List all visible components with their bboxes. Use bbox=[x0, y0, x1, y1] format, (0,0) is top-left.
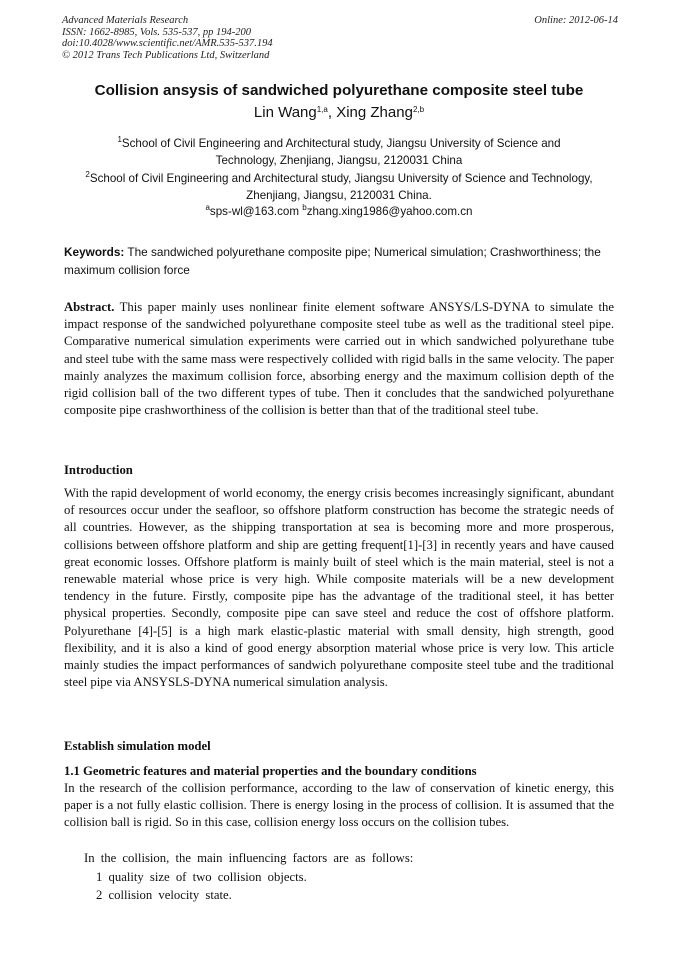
author-emails bbox=[40, 205, 638, 218]
affiliation-1-sup: 1 bbox=[117, 135, 122, 144]
abstract-label: Abstract. bbox=[64, 300, 115, 314]
keywords-text: The sandwiched polyurethane composite pipe; Numerical simulation; Crashworthiness; the maximum collision force bbox=[64, 245, 601, 277]
factors-intro: In the collision, the main influencing factors are as follows: bbox=[84, 851, 414, 865]
keywords bbox=[64, 244, 614, 279]
section-1-1-heading: 1.1 Geometric features and material properties and the boundary conditions bbox=[64, 764, 477, 778]
paper-title: Collision ansysis of sandwiched polyurethane composite steel tube bbox=[94, 82, 584, 99]
copyright-line: © 2012 Trans Tech Publications Ltd, Switzerland bbox=[62, 49, 270, 61]
affiliation-2-sup: 2 bbox=[85, 170, 90, 179]
factor-2: 2 collision velocity state. bbox=[96, 888, 232, 902]
introduction-text: With the rapid development of world economy, the energy crisis becomes increasingly significant, abundant of resources occur under the seafloor, so offshore platform construction has become the strategic needs of all countries. However, as the shipping transportation at sea is becoming more and more prosperous, collisions between offshore platform and ship are getting frequent[1]-[3] in recently years and have caused great economic losses. Offshore platform is mainly built of steel which is the main material, steel is not a renewable material whose price is very high. While composite materials will be a new development tendency in the future. Firstly, composite pipe has the advantage of the traditional steel, it has better physical properties. Secondly, composite pipe can save steel and reduce the cost of offshore platform. Polyurethane [4]-[5] is a high mark elastic-plastic material with small density, high strength, good flexibility, and it is also a kind of good energy absorption material whose price is very low. This article mainly studies the impact performances of sandwich polyurethane composite steel tube and the traditional steel pipe via ANSYSLS-DYNA numerical simulation analysis. bbox=[64, 486, 614, 690]
factor-1: 1 quality size of two collision objects. bbox=[96, 870, 307, 884]
section-1-1-text: In the research of the collision performance, according to the law of conservation of kinetic energy, this paper is a not fully elastic collision. There is energy losing in the process of collision. It is assumed that the collision ball is rigid. So in this case, collision energy loss occurs on the collision tubes. bbox=[64, 781, 614, 830]
affiliation-2-text-1: School of Civil Engineering and Architectural study, Jiangsu University of Science and Technology, bbox=[89, 172, 593, 185]
affiliation-2-line-1 bbox=[60, 170, 618, 187]
author-2-name: Xing Zhang bbox=[336, 104, 413, 121]
affiliation-1-line-1 bbox=[60, 135, 618, 152]
author-separator: , bbox=[327, 104, 337, 121]
author-1-sup: 1,a bbox=[316, 105, 328, 114]
journal-header bbox=[62, 15, 618, 61]
email-b: zhang.xing1986@yahoo.com.cn bbox=[306, 205, 473, 218]
introduction-heading: Introduction bbox=[64, 463, 133, 477]
email-a-sup: a bbox=[205, 203, 210, 212]
abstract-text: This paper mainly uses nonlinear finite element software ANSYS/LS-DYNA to simulate the impact response of the sandwiched polyurethane composite steel tube as well as the traditional steel pipe. Comparative numerical simulation experiments were carried out in which sandwiched polyurethane tube and steel tube with the same mass were respectively collided with rigid balls in the same velocity. The paper mainly analyzes the maximum collision force, absorbing energy and the maximum collision depth of the rigid collision ball of the two different types of tube. Then it concludes that the sandwiched polyurethane composite pipe crashworthiness of the collision is better than that of the traditional steel tube. bbox=[64, 300, 614, 418]
abstract bbox=[64, 299, 614, 419]
simulation-heading: Establish simulation model bbox=[64, 739, 211, 753]
affiliation-2-line-2: Zhenjiang, Jiangsu, 2120031 China. bbox=[246, 189, 432, 202]
affiliation-2 bbox=[60, 170, 618, 204]
keywords-label: Keywords: bbox=[64, 245, 125, 259]
author-2-sup: 2,b bbox=[412, 105, 425, 114]
email-a: sps-wl@163.com bbox=[209, 205, 303, 218]
author-line bbox=[40, 104, 638, 121]
email-b-sup: b bbox=[302, 203, 307, 212]
doi-line: doi:10.4028/www.scientific.net/AMR.535-537.194 bbox=[62, 38, 273, 50]
issn-line: ISSN: 1662-8985, Vols. 535-537, pp 194-200 bbox=[62, 26, 251, 38]
author-1-name: Lin Wang bbox=[253, 104, 317, 121]
journal-name: Advanced Materials Research bbox=[62, 15, 189, 26]
affiliation-1 bbox=[60, 135, 618, 169]
online-date: Online: 2012-06-14 bbox=[534, 15, 618, 26]
affiliation-1-line-2: Technology, Zhenjiang, Jiangsu, 2120031 China bbox=[215, 154, 463, 167]
affiliation-1-text-1: School of Civil Engineering and Architectural study, Jiangsu University of Science and bbox=[121, 137, 561, 150]
